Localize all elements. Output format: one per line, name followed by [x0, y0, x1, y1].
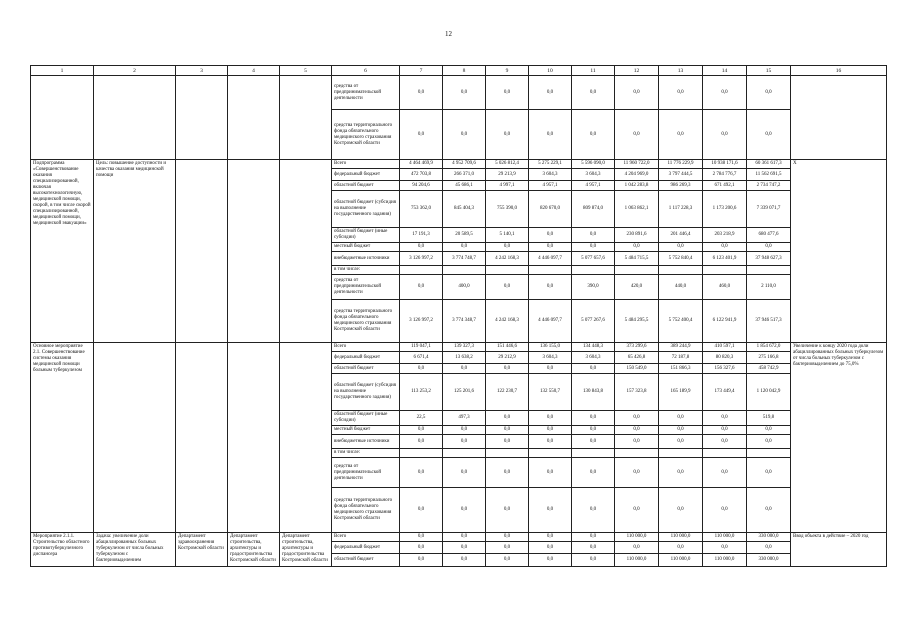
amount-cell: 11 776 229,9 — [659, 160, 703, 169]
amount-cell: 4 952 709,6 — [443, 160, 486, 169]
amount-cell: 132 550,7 — [529, 374, 572, 411]
amount-cell: 150 549,0 — [615, 364, 659, 374]
amount-cell: 0,0 — [615, 435, 659, 449]
amount-cell — [659, 449, 703, 458]
amount-cell: 0,0 — [615, 411, 659, 426]
amount-cell: 0,0 — [486, 364, 529, 374]
amount-cell: 5 484 295,5 — [615, 300, 659, 343]
amount-cell: 0,0 — [615, 76, 659, 110]
amount-cell: 0,0 — [659, 435, 703, 449]
header-cell: 3 — [176, 66, 228, 76]
amount-cell: 6 123 401,9 — [703, 252, 747, 266]
amount-cell: 0,0 — [486, 426, 529, 435]
amount-cell: 157 323,8 — [615, 374, 659, 411]
amount-cell: 0,0 — [443, 426, 486, 435]
amount-cell: 0,0 — [443, 110, 486, 160]
amount-cell: 0,0 — [747, 458, 791, 488]
amount-cell: 0,0 — [703, 458, 747, 488]
funding-source-label: средства территориального фонда обязательного медицинского страхования Костромской области — [332, 300, 400, 343]
description-c1: Подпрограмма «Совершенствование оказания специализированной, включая высокотехнологичную, медицинской помощи, скорой, в том числе скорой специализированной, медицинской помощи, медицинской эвакуации» — [31, 160, 94, 343]
amount-cell: 110 000,0 — [615, 554, 659, 567]
amount-cell: 3 774 348,7 — [443, 300, 486, 343]
amount-cell: 0,0 — [703, 542, 747, 554]
funding-source-label: местный бюджет — [332, 426, 400, 435]
amount-cell: 156 327,6 — [703, 364, 747, 374]
amount-cell: 5 275 229,1 — [529, 160, 572, 169]
amount-cell — [400, 449, 443, 458]
amount-cell: 0,0 — [572, 488, 615, 533]
amount-cell: 17 191,3 — [400, 228, 443, 243]
amount-cell: 151 866,3 — [659, 364, 703, 374]
table-row — [31, 160, 887, 169]
amount-cell — [703, 449, 747, 458]
amount-cell: 0,0 — [529, 542, 572, 554]
amount-cell: 0,0 — [747, 243, 791, 252]
amount-cell: 22,5 — [400, 411, 443, 426]
amount-cell: 0,0 — [443, 533, 486, 542]
amount-cell: 0,0 — [572, 542, 615, 554]
amount-cell — [486, 449, 529, 458]
amount-cell: 753 362,0 — [400, 191, 443, 228]
amount-cell: 4 204 969,0 — [615, 169, 659, 181]
amount-cell: 0,0 — [529, 364, 572, 374]
funding-source-label: областной бюджет (субсидия на выполнение государственного задания) — [332, 191, 400, 228]
amount-cell: 5 026 812,4 — [486, 160, 529, 169]
funding-source-label: федеральный бюджет — [332, 542, 400, 554]
funding-source-label: средства от предпринимательской деятельности — [332, 275, 400, 300]
amount-cell: 80 820,3 — [703, 352, 747, 364]
result-indicator: Ввод объекта в действие – 2020 год — [791, 533, 887, 567]
amount-cell: 0,0 — [703, 243, 747, 252]
amount-cell: 0,0 — [747, 76, 791, 110]
funding-source-label: федеральный бюджет — [332, 352, 400, 364]
amount-cell: 4 446 097,7 — [529, 252, 572, 266]
amount-cell: 266 371,0 — [443, 169, 486, 181]
amount-cell: 0,0 — [572, 76, 615, 110]
amount-cell: 671 492,1 — [703, 181, 747, 191]
amount-cell: 230 891,6 — [615, 228, 659, 243]
result-indicator: Увеличение к концу 2020 года доли абациллированных больных туберкулезом от числа больных туберкулезом с бактериовыделением до 75,0% — [791, 343, 887, 533]
amount-cell: 680 477,6 — [747, 228, 791, 243]
header-cell: 1 — [31, 66, 94, 76]
amount-cell: 0,0 — [529, 435, 572, 449]
amount-cell: 0,0 — [486, 435, 529, 449]
header-cell: 12 — [615, 66, 659, 76]
amount-cell: 460,0 — [703, 275, 747, 300]
amount-cell: 0,0 — [400, 364, 443, 374]
amount-cell: 29 212,9 — [486, 352, 529, 364]
amount-cell: 0,0 — [486, 458, 529, 488]
amount-cell: 7 339 071,7 — [747, 191, 791, 228]
description-c5 — [280, 76, 332, 160]
funding-source-label: Всего — [332, 160, 400, 169]
amount-cell: 4 464 469,9 — [400, 160, 443, 169]
amount-cell: 1 042 283,8 — [615, 181, 659, 191]
funding-source-label: в том числе: — [332, 266, 400, 275]
amount-cell: 0,0 — [703, 488, 747, 533]
amount-cell: 390,0 — [572, 275, 615, 300]
amount-cell: 0,0 — [659, 458, 703, 488]
amount-cell — [703, 266, 747, 275]
amount-cell: 130 843,8 — [572, 374, 615, 411]
funding-source-label: областной бюджет (иные субсидии) — [332, 411, 400, 426]
amount-cell: 497,3 — [443, 411, 486, 426]
description-c3: Департамент здравоохранения Костромской области — [176, 533, 228, 567]
amount-cell: 0,0 — [659, 426, 703, 435]
table-row — [31, 343, 887, 352]
amount-cell: 4 997,1 — [486, 181, 529, 191]
amount-cell: 139 327,3 — [443, 343, 486, 352]
amount-cell: 6 122 941,9 — [703, 300, 747, 343]
amount-cell: 20 589,5 — [443, 228, 486, 243]
amount-cell: 0,0 — [400, 435, 443, 449]
amount-cell — [443, 449, 486, 458]
amount-cell: 389 244,9 — [659, 343, 703, 352]
amount-cell: 0,0 — [615, 458, 659, 488]
funding-source-label: Всего — [332, 343, 400, 352]
amount-cell: 0,0 — [486, 411, 529, 426]
amount-cell: 2 110,0 — [747, 275, 791, 300]
amount-cell: 119 047,1 — [400, 343, 443, 352]
amount-cell: 0,0 — [443, 554, 486, 567]
amount-cell: 0,0 — [747, 426, 791, 435]
amount-cell: 5 752 400,4 — [659, 300, 703, 343]
amount-cell: 3 604,3 — [529, 352, 572, 364]
amount-cell: 37 948 627,3 — [747, 252, 791, 266]
amount-cell: 5 484 715,5 — [615, 252, 659, 266]
amount-cell: 0,0 — [400, 110, 443, 160]
funding-source-label: областной бюджет — [332, 554, 400, 567]
amount-cell: 330 000,0 — [747, 554, 791, 567]
amount-cell: 110 000,0 — [615, 533, 659, 542]
funding-source-label: средства от предпринимательской деятельности — [332, 458, 400, 488]
amount-cell — [572, 266, 615, 275]
amount-cell: 0,0 — [572, 533, 615, 542]
amount-cell: 0,0 — [400, 533, 443, 542]
page-number: 12 — [445, 30, 452, 38]
amount-cell: 0,0 — [443, 458, 486, 488]
amount-cell: 0,0 — [400, 426, 443, 435]
amount-cell: 0,0 — [529, 243, 572, 252]
header-cell: 7 — [400, 66, 443, 76]
amount-cell: 3 604,3 — [529, 169, 572, 181]
amount-cell: 420,0 — [615, 275, 659, 300]
amount-cell: 11 562 691,5 — [747, 169, 791, 181]
description-c2 — [94, 343, 176, 533]
amount-cell: 809 874,0 — [572, 191, 615, 228]
amount-cell: 4 242 168,3 — [486, 300, 529, 343]
amount-cell: 410 597,1 — [703, 343, 747, 352]
amount-cell: 3 774 748,7 — [443, 252, 486, 266]
amount-cell: 203 218,9 — [703, 228, 747, 243]
funding-source-label: областной бюджет — [332, 181, 400, 191]
amount-cell — [529, 449, 572, 458]
amount-cell: 0,0 — [529, 76, 572, 110]
amount-cell: 110 000,0 — [703, 554, 747, 567]
amount-cell: 0,0 — [572, 426, 615, 435]
amount-cell: 0,0 — [486, 243, 529, 252]
result-indicator — [791, 76, 887, 160]
description-c5 — [280, 343, 332, 533]
amount-cell: 0,0 — [747, 488, 791, 533]
amount-cell: 134 448,3 — [572, 343, 615, 352]
description-c4 — [228, 160, 280, 343]
amount-cell: 0,0 — [486, 554, 529, 567]
amount-cell: 0,0 — [659, 110, 703, 160]
description-c4: Департамент строительства, архитектуры и градостроительства Костромской области — [228, 533, 280, 567]
amount-cell: 201 446,4 — [659, 228, 703, 243]
amount-cell: 5 140,1 — [486, 228, 529, 243]
amount-cell — [572, 449, 615, 458]
budget-table — [30, 65, 887, 567]
amount-cell: 400,0 — [443, 275, 486, 300]
amount-cell: 0,0 — [529, 411, 572, 426]
amount-cell: 330 000,0 — [747, 533, 791, 542]
amount-cell: 110 000,0 — [703, 533, 747, 542]
amount-cell: 65 426,8 — [615, 352, 659, 364]
amount-cell: 0,0 — [747, 542, 791, 554]
amount-cell: 113 253,2 — [400, 374, 443, 411]
description-c1: Мероприятие 2.1.1. Строительство областного противотуберкулезного диспансера — [31, 533, 94, 567]
amount-cell: 373 299,6 — [615, 343, 659, 352]
amount-cell: 0,0 — [659, 243, 703, 252]
description-c2: Задача: увеличение доли абациллированных больных туберкулезом от числа больных туберкулезом с бактериовыделением — [94, 533, 176, 567]
amount-cell — [747, 449, 791, 458]
amount-cell: 5 077 657,6 — [572, 252, 615, 266]
amount-cell: 0,0 — [659, 488, 703, 533]
amount-cell: 125 201,6 — [443, 374, 486, 411]
funding-source-label: внебюджетные источники — [332, 435, 400, 449]
amount-cell: 94 204,6 — [400, 181, 443, 191]
amount-cell: 0,0 — [486, 488, 529, 533]
description-c2 — [94, 76, 176, 160]
amount-cell: 472 703,8 — [400, 169, 443, 181]
amount-cell: 0,0 — [400, 542, 443, 554]
funding-source-label: областной бюджет (субсидия на выполнение государственного задания) — [332, 374, 400, 411]
amount-cell: 0,0 — [486, 110, 529, 160]
amount-cell: 1 063 862,1 — [615, 191, 659, 228]
amount-cell — [486, 266, 529, 275]
amount-cell: 0,0 — [400, 275, 443, 300]
amount-cell: 0,0 — [659, 411, 703, 426]
amount-cell: 3 604,3 — [572, 352, 615, 364]
amount-cell: 0,0 — [400, 243, 443, 252]
amount-cell: 0,0 — [572, 458, 615, 488]
amount-cell: 110 000,0 — [659, 533, 703, 542]
amount-cell: 0,0 — [443, 76, 486, 110]
amount-cell: 0,0 — [572, 243, 615, 252]
description-c5: Департамент строительства, архитектуры и градостроительства Костромской области — [280, 533, 332, 567]
description-c4 — [228, 76, 280, 160]
amount-cell: 0,0 — [529, 533, 572, 542]
amount-cell: 60 361 617,3 — [747, 160, 791, 169]
amount-cell: 0,0 — [443, 243, 486, 252]
header-cell: 10 — [529, 66, 572, 76]
amount-cell: 165 189,9 — [659, 374, 703, 411]
amount-cell: 72 187,8 — [659, 352, 703, 364]
amount-cell — [615, 266, 659, 275]
funding-source-label: областной бюджет — [332, 364, 400, 374]
amount-cell: 845 404,3 — [443, 191, 486, 228]
amount-cell: 0,0 — [703, 426, 747, 435]
amount-cell: 37 946 517,3 — [747, 300, 791, 343]
amount-cell — [615, 449, 659, 458]
amount-cell — [529, 266, 572, 275]
amount-cell: 0,0 — [572, 435, 615, 449]
amount-cell: 0,0 — [400, 458, 443, 488]
amount-cell: 3 604,3 — [572, 169, 615, 181]
amount-cell: 0,0 — [486, 76, 529, 110]
amount-cell: 173 449,4 — [703, 374, 747, 411]
amount-cell: 0,0 — [572, 411, 615, 426]
amount-cell: 1 854 672,0 — [747, 343, 791, 352]
amount-cell: 0,0 — [615, 488, 659, 533]
amount-cell: 0,0 — [529, 426, 572, 435]
amount-cell: 151 446,6 — [486, 343, 529, 352]
funding-source-label: Всего — [332, 533, 400, 542]
amount-cell: 0,0 — [703, 110, 747, 160]
amount-cell: 0,0 — [615, 426, 659, 435]
funding-source-label: внебюджетные источники — [332, 252, 400, 266]
amount-cell: 0,0 — [400, 488, 443, 533]
amount-cell: 0,0 — [443, 488, 486, 533]
amount-cell: 110 000,0 — [659, 554, 703, 567]
amount-cell: 0,0 — [486, 533, 529, 542]
amount-cell: 0,0 — [443, 542, 486, 554]
amount-cell: 45 686,1 — [443, 181, 486, 191]
description-c5 — [280, 160, 332, 343]
funding-source-label: областной бюджет (иные субсидии) — [332, 228, 400, 243]
amount-cell: 0,0 — [486, 275, 529, 300]
amount-cell: 122 230,7 — [486, 374, 529, 411]
amount-cell: 6 671,4 — [400, 352, 443, 364]
header-cell: 6 — [332, 66, 400, 76]
description-c1: Основное мероприятие 2.1. Совершенствование системы оказания медицинской помощи больным туберкулезом — [31, 343, 94, 533]
amount-cell: 0,0 — [659, 542, 703, 554]
amount-cell: 1 120 042,9 — [747, 374, 791, 411]
funding-source-label: местный бюджет — [332, 243, 400, 252]
funding-source-label: в том числе: — [332, 449, 400, 458]
description-c3 — [176, 160, 228, 343]
header-cell: 13 — [659, 66, 703, 76]
amount-cell: 11 960 722,0 — [615, 160, 659, 169]
amount-cell: 10 938 171,6 — [703, 160, 747, 169]
header-cell: 9 — [486, 66, 529, 76]
amount-cell — [659, 266, 703, 275]
amount-cell: 0,0 — [747, 110, 791, 160]
table-row — [31, 76, 887, 110]
amount-cell: 0,0 — [400, 554, 443, 567]
header-cell: 14 — [703, 66, 747, 76]
amount-cell — [400, 266, 443, 275]
amount-cell: 136 155,0 — [529, 343, 572, 352]
amount-cell: 0,0 — [615, 110, 659, 160]
header-cell: 4 — [228, 66, 280, 76]
amount-cell: 0,0 — [615, 542, 659, 554]
amount-cell: 5 596 090,0 — [572, 160, 615, 169]
amount-cell: 29 213,9 — [486, 169, 529, 181]
header-cell: 15 — [747, 66, 791, 76]
amount-cell: 440,0 — [659, 275, 703, 300]
description-c1 — [31, 76, 94, 160]
amount-cell: 0,0 — [615, 243, 659, 252]
header-cell: 11 — [572, 66, 615, 76]
amount-cell: 820 670,0 — [529, 191, 572, 228]
amount-cell: 0,0 — [529, 488, 572, 533]
amount-cell: 0,0 — [443, 364, 486, 374]
amount-cell: 3 126 997,2 — [400, 300, 443, 343]
amount-cell: 0,0 — [529, 458, 572, 488]
amount-cell: 2 734 747,2 — [747, 181, 791, 191]
amount-cell: 0,0 — [703, 435, 747, 449]
funding-source-label: средства территориального фонда обязательного медицинского страхования Костромской области — [332, 110, 400, 160]
amount-cell: 0,0 — [529, 228, 572, 243]
amount-cell: 0,0 — [703, 411, 747, 426]
amount-cell: 4 957,1 — [572, 181, 615, 191]
amount-cell: 4 957,1 — [529, 181, 572, 191]
description-c3 — [176, 343, 228, 533]
amount-cell: 0,0 — [529, 554, 572, 567]
amount-cell: 0,0 — [400, 76, 443, 110]
header-row — [31, 66, 887, 76]
amount-cell: 3 126 997,2 — [400, 252, 443, 266]
amount-cell: 4 242 168,3 — [486, 252, 529, 266]
amount-cell: 0,0 — [659, 76, 703, 110]
amount-cell: 519,8 — [747, 411, 791, 426]
amount-cell — [443, 266, 486, 275]
amount-cell: 0,0 — [572, 554, 615, 567]
amount-cell: 0,0 — [747, 435, 791, 449]
amount-cell: 1 173 200,6 — [703, 191, 747, 228]
table-body — [31, 76, 887, 567]
header-cell: 5 — [280, 66, 332, 76]
amount-cell: 0,0 — [529, 110, 572, 160]
description-c2: Цель: повышение доступности и качества оказания медицинской помощи — [94, 160, 176, 343]
amount-cell: 986 269,3 — [659, 181, 703, 191]
amount-cell: 0,0 — [529, 275, 572, 300]
amount-cell: 13 638,2 — [443, 352, 486, 364]
amount-cell: 458 742,9 — [747, 364, 791, 374]
header-cell: 2 — [94, 66, 176, 76]
amount-cell: 0,0 — [572, 110, 615, 160]
amount-cell: 755 390,0 — [486, 191, 529, 228]
amount-cell — [747, 266, 791, 275]
funding-source-label: средства от предпринимательской деятельности — [332, 76, 400, 110]
description-c3 — [176, 76, 228, 160]
funding-source-label: федеральный бюджет — [332, 169, 400, 181]
amount-cell: 0,0 — [572, 228, 615, 243]
amount-cell: 0,0 — [572, 364, 615, 374]
amount-cell: 5 752 840,4 — [659, 252, 703, 266]
amount-cell: 4 446 097,7 — [529, 300, 572, 343]
amount-cell: 0,0 — [486, 542, 529, 554]
header-cell: 16 — [791, 66, 887, 76]
result-indicator: Х — [791, 160, 887, 343]
amount-cell: 2 784 776,7 — [703, 169, 747, 181]
header-cell: 8 — [443, 66, 486, 76]
funding-source-label: средства территориального фонда обязательного медицинского страхования Костромской области — [332, 488, 400, 533]
amount-cell: 275 166,8 — [747, 352, 791, 364]
amount-cell: 0,0 — [703, 76, 747, 110]
amount-cell: 1 117 228,3 — [659, 191, 703, 228]
amount-cell: 5 077 267,6 — [572, 300, 615, 343]
description-c4 — [228, 343, 280, 533]
amount-cell: 0,0 — [443, 435, 486, 449]
table-row — [31, 533, 887, 542]
amount-cell: 3 797 444,5 — [659, 169, 703, 181]
